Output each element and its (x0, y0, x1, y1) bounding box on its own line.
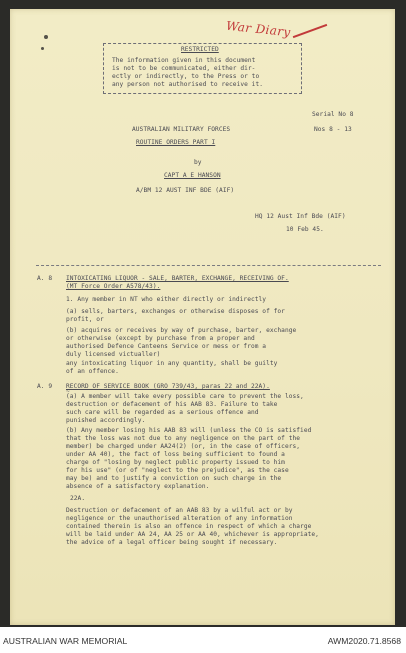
restricted-line: any person not authorised to receive it. (112, 81, 264, 88)
restricted-line: is not to be communicated, either dir- (112, 65, 256, 72)
section-line: duly licensed victualler) (66, 351, 161, 358)
author-name: CAPT A E HANSON (164, 172, 221, 179)
section-line: under AA 40), the fact of loss being sufficient to found a (66, 451, 285, 458)
issue-date: 10 Feb 45. (286, 226, 324, 233)
by-line: by (194, 159, 202, 166)
title-line-2: ROUTINE ORDERS PART I (136, 139, 216, 146)
restricted-line: The information given in this document (112, 57, 256, 64)
serial-number: Serial No 8 (312, 111, 354, 118)
section-line: charge of "losing by neglect public property issued to him (66, 459, 285, 466)
section-line: contained therein is also an offence in respect of which a charge (66, 523, 312, 530)
title-line-1: AUSTRALIAN MILITARY FORCES (132, 126, 231, 133)
section-line: member) be charged under AA24(2) (or, in the case of officers, (66, 443, 301, 450)
section-line: of an offence. (66, 368, 119, 375)
section-line: may be) and to justify a conviction on such charge in the (66, 475, 282, 482)
order-numbers: Nos 8 - 13 (314, 126, 352, 133)
section-title: INTOXICATING LIQUOR - SALE, BARTER, EXCHANGE, RECEIVING OF. (66, 275, 289, 282)
section-line: such care will be regarded as a serious offence and (66, 409, 259, 416)
footer-accession-number: AWM2020.71.8568 (327, 636, 401, 646)
author-role: A/BM 12 AUST INF BDE (AIF) (136, 187, 235, 194)
section-reference: (MT Force Order A578/43). (66, 283, 161, 290)
war-diary-annotation: War Diary (225, 18, 292, 40)
section-line: the advice of a legal officer being sought if necessary. (66, 539, 278, 546)
section-number: A. 9 (37, 383, 53, 390)
section-title: RECORD OF SERVICE BOOK (GRO 739/43, paras 22 and 22A). (66, 383, 270, 390)
section-line: authorised Defence Canteens Service or mess or from a (66, 343, 267, 350)
section-line: negligence or the unauthorised alteration of any information (66, 515, 293, 522)
section-line: that the loss was not due to any negligence on the part of the (66, 435, 301, 442)
restricted-heading: RESTRICTED (181, 46, 219, 53)
punch-hole (44, 35, 48, 39)
section-line: (b) Any member losing his AAB 83 will (unless the CO is satisfied (66, 427, 312, 434)
section-line: will be laid under AA 24, AA 25 or AA 40, whichever is appropriate, (66, 531, 319, 538)
footer-credit: AUSTRALIAN WAR MEMORIAL (3, 636, 128, 646)
section-line: (b) acquires or receives by way of purchase, barter, exchange (66, 327, 297, 334)
section-line: (a) A member will take every possible care to prevent the loss, (66, 393, 304, 400)
section-line: absence of a satisfactory explanation. (66, 483, 210, 490)
section-line: destruction or defacement of his AAB 83. Failure to take (66, 401, 278, 408)
punch-hole (41, 47, 44, 50)
restricted-line: ectly or indirectly, to the Press or to (112, 73, 260, 80)
section-line: or otherwise (except by purchase from a proper and (66, 335, 255, 342)
section-number: A. 8 (37, 275, 53, 282)
section-line: 22A. (70, 495, 86, 502)
location: HQ 12 Aust Inf Bde (AIF) (255, 213, 346, 220)
section-line: profit, or (66, 316, 104, 323)
pencil-mark: ~ (66, 388, 70, 395)
section-line: any intoxicating liquor in any quantity, shall be guilty (66, 360, 278, 367)
section-line: 1. Any member in NT who either directly or indirectly (66, 296, 267, 303)
section-line: (a) sells, barters, exchanges or otherwise disposes of for (66, 308, 285, 315)
section-line: for his use" (or of "neglect to the prejudice", as the case (66, 467, 289, 474)
section-divider (36, 265, 381, 266)
section-line: Destruction or defacement of an AAB 83 by a wilful act or by (66, 507, 293, 514)
section-line: punished accordingly. (66, 417, 146, 424)
